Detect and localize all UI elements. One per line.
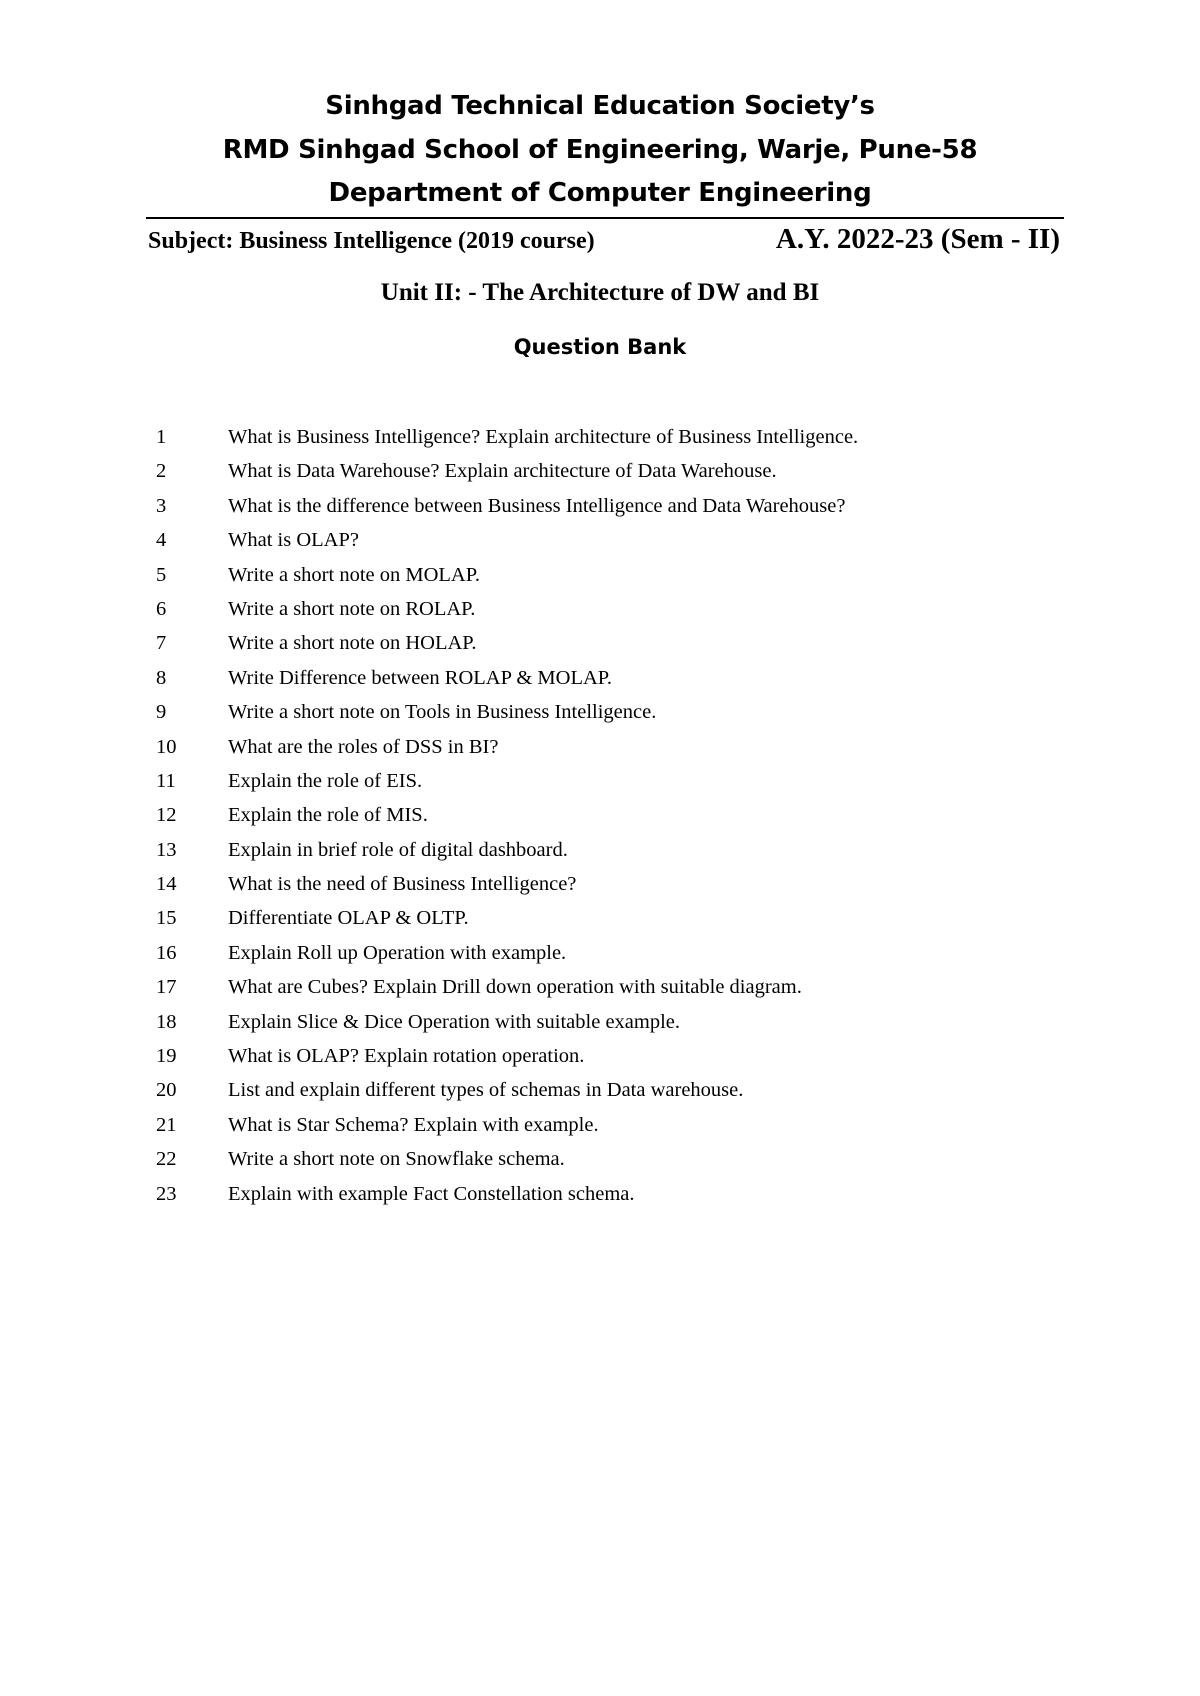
question-item: [156, 1039, 858, 1073]
question-number: 19: [156, 1045, 177, 1068]
question-item: [156, 730, 858, 764]
question-text: What is Data Warehouse? Explain architecture of Data Warehouse.: [228, 460, 777, 483]
question-text: Differentiate OLAP & OLTP.: [228, 907, 469, 930]
question-text: What are the roles of DSS in BI?: [228, 735, 499, 758]
question-text: List and explain different types of schemas in Data warehouse.: [228, 1079, 744, 1102]
question-bank-title: Question Bank: [513, 335, 687, 359]
question-text: What is the difference between Business Intelligence and Data Warehouse?: [228, 494, 846, 517]
question-item: [156, 867, 858, 901]
question-number: 23: [156, 1182, 177, 1205]
question-text: Write Difference between ROLAP & MOLAP.: [228, 666, 613, 689]
question-item: [156, 936, 858, 970]
question-text: Write a short note on ROLAP.: [228, 597, 476, 620]
subject-label: Subject: Business Intelligence (2019 course): [148, 228, 595, 254]
question-number: 2: [156, 460, 167, 483]
question-item: [156, 695, 858, 729]
question-number: 13: [156, 838, 177, 861]
question-item: [156, 798, 858, 832]
question-number: 11: [156, 769, 176, 792]
question-number: 17: [156, 976, 177, 999]
question-item: [156, 661, 858, 695]
question-item: [156, 489, 858, 523]
question-item: [156, 833, 858, 867]
question-number: 12: [156, 804, 177, 827]
question-number: 15: [156, 907, 177, 930]
question-item: [156, 1177, 858, 1211]
institution-society-heading: Sinhgad Technical Education Society’s: [325, 91, 875, 121]
question-item: [156, 558, 858, 592]
question-item: [156, 454, 858, 488]
question-text: Write a short note on Tools in Business Intelligence.: [228, 701, 657, 724]
institution-school-heading: RMD Sinhgad School of Engineering, Warje, Pune-58: [222, 135, 978, 165]
question-item: [156, 420, 858, 454]
question-number: 1: [156, 426, 167, 448]
question-list: [156, 420, 858, 1211]
question-number: 7: [156, 632, 167, 655]
question-item: [156, 1142, 858, 1176]
question-number: 8: [156, 666, 167, 689]
question-text: What is OLAP?: [228, 529, 359, 552]
question-item: [156, 523, 858, 557]
question-number: 10: [156, 735, 177, 758]
question-text: What is the need of Business Intelligence?: [228, 873, 577, 896]
question-number: 18: [156, 1010, 177, 1033]
question-number: 14: [156, 873, 177, 896]
question-text: Explain Roll up Operation with example.: [228, 941, 567, 964]
question-number: 6: [156, 597, 167, 620]
department-heading: Department of Computer Engineering: [328, 178, 872, 208]
question-number: 20: [156, 1079, 177, 1102]
question-number: 4: [156, 529, 167, 552]
question-text: What are Cubes? Explain Drill down operation with suitable diagram.: [228, 976, 802, 999]
question-item: [156, 1005, 858, 1039]
question-text: Write a short note on Snowflake schema.: [228, 1148, 565, 1171]
question-text: Explain in brief role of digital dashboard.: [228, 838, 568, 861]
question-text: Explain Slice & Dice Operation with suitable example.: [228, 1010, 681, 1033]
question-item: [156, 970, 858, 1004]
question-text: Explain the role of MIS.: [228, 804, 428, 827]
question-item: [156, 1073, 858, 1107]
header-divider: [146, 217, 1064, 219]
question-number: 16: [156, 941, 177, 964]
question-number: 3: [156, 494, 167, 517]
question-text: Explain with example Fact Constellation schema.: [228, 1182, 635, 1205]
question-text: Write a short note on MOLAP.: [228, 563, 480, 586]
question-item: [156, 901, 858, 935]
question-text: What is Business Intelligence? Explain architecture of Business Intelligence.: [228, 426, 859, 448]
question-item: [156, 626, 858, 660]
question-text: Write a short note on HOLAP.: [228, 632, 477, 655]
question-number: 9: [156, 701, 167, 724]
question-number: 21: [156, 1113, 177, 1136]
question-text: Explain the role of EIS.: [228, 769, 423, 792]
question-item: [156, 1108, 858, 1142]
academic-year-label: A.Y. 2022-23 (Sem - II): [775, 223, 1060, 255]
question-text: What is OLAP? Explain rotation operation.: [228, 1045, 585, 1068]
question-number: 5: [156, 563, 167, 586]
question-text: What is Star Schema? Explain with example.: [228, 1113, 599, 1136]
question-number: 22: [156, 1148, 177, 1171]
question-item: [156, 764, 858, 798]
question-item: [156, 592, 858, 626]
unit-title: Unit II: - The Architecture of DW and BI: [380, 279, 820, 306]
